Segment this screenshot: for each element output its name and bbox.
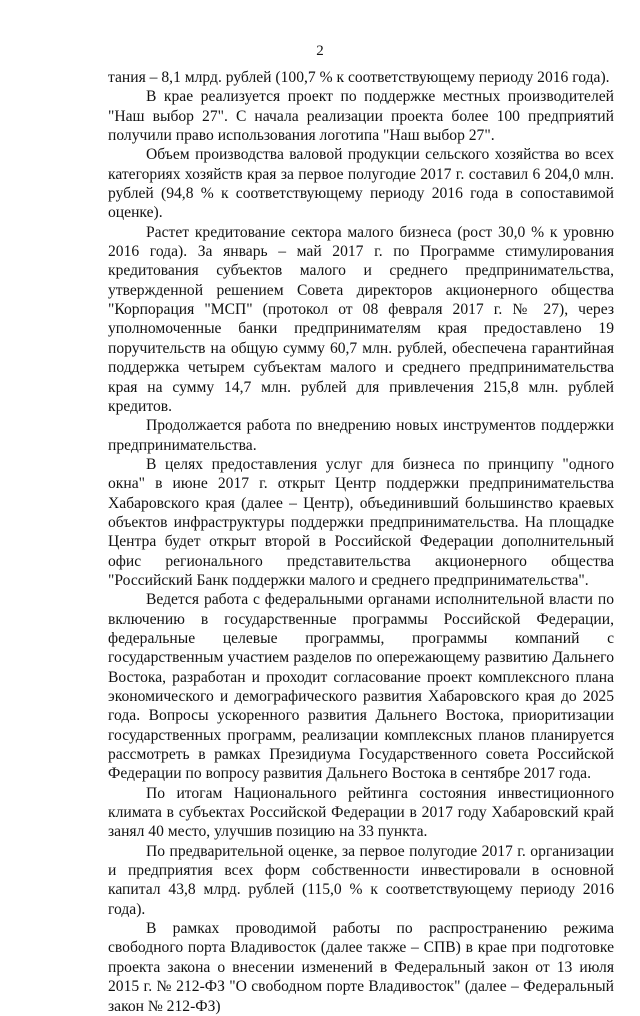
paragraph-new-instruments: Продолжается работа по внедрению новых инструментов поддержки предпринимательства.	[108, 417, 614, 454]
paragraph-capital-investment: По предварительной оценке, за первое полугодие 2017 г. организации и предприятия всех форм собственности инвестировали в основной капитал 43,8 млрд. рублей (115,0 % к соответствующему периоду 2016 года).	[108, 842, 614, 918]
page-number: 2	[316, 43, 324, 59]
paragraph-one-window-center: В целях предоставления услуг для бизнеса по принципу "одного окна" в июне 2017 г. открыт Центр поддержки предпринимательства Хабаровского края (далее – Центр), объединивший большинство краевых объектов инфраструктуры поддержки предпринимательства. На площадке Центра будет открыт второй в Российской Федерации дополнительный офис регионального представительства акционерного общества "Российский Банк поддержки малого и среднего предпринимательства".	[108, 455, 614, 589]
paragraph-investment-rating: По итогам Национального рейтинга состояния инвестиционного климата в субъектах Российской Федерации в 2017 году Хабаровский край занял 40 место, улучшив позицию на 33 пункта.	[108, 784, 614, 841]
paragraph-federal-programs: Ведется работа с федеральными органами исполнительной власти по включению в государственные программы Российской Федерации, федеральные целевые программы, программы компаний с государственным участием разделов по опережающему развитию Дальнего Востока, разработан и проходит согласование проект комплексного плана экономического и демографического развития Хабаровского края до 2025 года. Вопросы ускоренного развития Дальнего Востока, приоритизации государственных программ, реализации комплексных планов планируется рассмотреть в рамках Президиума Государственного совета Российской Федерации по вопросу развития Дальнего Востока в сентябре 2017 года.	[108, 591, 614, 783]
paragraph-free-port: В рамках проводимой работы по распространению режима свободного порта Владивосток (далее также – СПВ) в крае при подготовке проекта закона о внесении изменений в Федеральный закон от 13 июля 2015 г. № 212-ФЗ "О свободном порте Владивосток" (далее – Федеральный закон № 212-ФЗ)	[108, 920, 614, 1015]
document-body	[108, 68, 614, 1016]
paragraph-nash-vybor: В крае реализуется проект по поддержке местных производителей "Наш выбор 27". С начала реализации проекта более 100 предприятий получили право использования логотипа "Наш выбор 27".	[108, 88, 614, 145]
paragraph-small-business-credit: Растет кредитование сектора малого бизнеса (рост 30,0 % к уровню 2016 года). За январь – май 2017 г. по Программе стимулирования кредитования субъектов малого и среднего предпринимательства, утвержденной решением Совета директоров акционерного общества "Корпорация "МСП" (протокол от 08 февраля 2017 г. № 27), через уполномоченные банки предпринимателям края предоставлено 19 поручительств на общую сумму 60,7 млн. рублей, обеспечена гарантийная поддержка четырем субъектам малого и среднего предпринимательства края на сумму 14,7 млн. рублей для привлечения 215,8 млн. рублей кредитов.	[108, 223, 614, 415]
paragraph-continuation: тания – 8,1 млрд. рублей (100,7 % к соответствующему периоду 2016 года).	[108, 69, 610, 86]
paragraph-agriculture: Объем производства валовой продукции сельского хозяйства во всех категориях хозяйств края за первое полугодие 2017 г. составил 6 204,0 млн. рублей (94,8 % к соответствующему периоду 2016 года в сопоставимой оценке).	[108, 146, 614, 222]
